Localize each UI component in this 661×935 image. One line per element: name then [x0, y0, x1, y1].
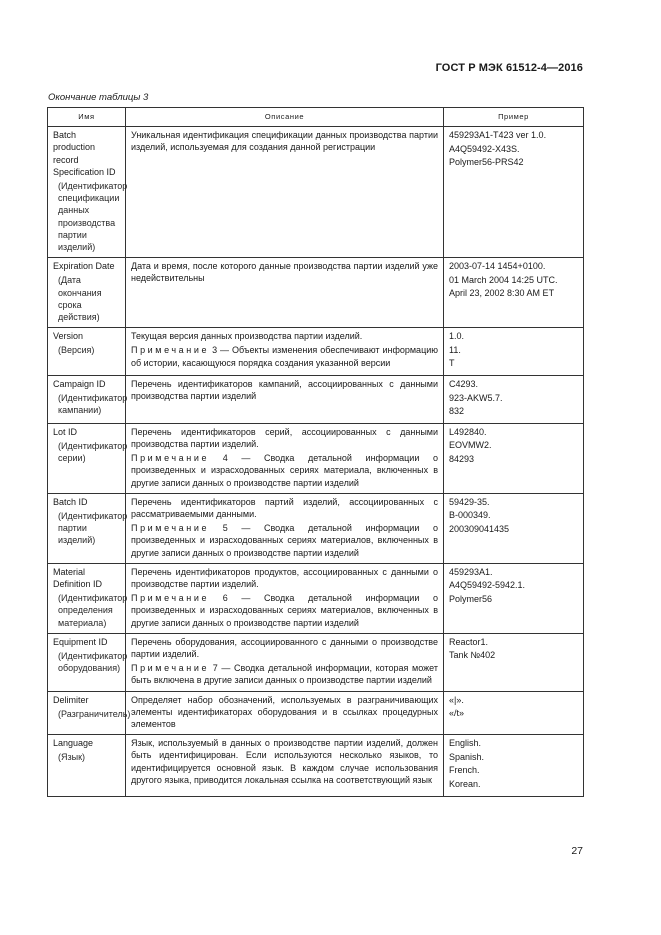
field-name-en: Expiration Date	[53, 261, 115, 272]
cell-description	[126, 493, 444, 563]
table-caption: Окончание таблицы 3	[48, 92, 149, 103]
table-row	[48, 735, 584, 796]
field-name-ru: (Идентификатор партии изделий)	[58, 511, 128, 546]
field-name-en: Batch ID	[53, 496, 88, 507]
field-name-ru: (Идентификатор оборудования)	[58, 651, 128, 674]
description-text: Перечень идентификаторов серий, ассоциированных с данными производства партии изделий.	[131, 426, 438, 450]
column-header-name: Имя	[48, 108, 126, 127]
field-name-ru: (Язык)	[58, 752, 86, 763]
example-value: 832	[449, 406, 465, 417]
cell-name	[48, 328, 126, 376]
example-value: 459293A1.	[449, 566, 493, 577]
description-text: Перечень идентификаторов кампаний, ассоциированных с данными производства партии изделий	[131, 379, 438, 402]
example-value: B-000349.	[449, 510, 491, 521]
document-header: ГОСТ Р МЭК 61512-4—2016	[435, 62, 583, 74]
table-header-row	[48, 108, 584, 127]
note-label: Примечание	[131, 523, 210, 534]
example-value: C4293.	[449, 379, 479, 390]
note-label: Примечание	[131, 663, 210, 674]
example-value: «|».	[449, 694, 464, 705]
field-name-en: Equipment ID	[53, 636, 108, 647]
example-value: A4Q59492-5942.1.	[449, 580, 526, 591]
description-text: Перечень идентификаторов партий изделий, ассоциированных с рассматриваемыми данными.	[131, 496, 438, 520]
field-name-ru: (Версия)	[58, 345, 95, 356]
column-header-example: Пример	[444, 108, 584, 127]
cell-name	[48, 563, 126, 633]
note	[131, 522, 438, 559]
cell-examples	[444, 563, 584, 633]
note-text: 5 — Сводка детальной информации о произведенных и израсходованных сериях материалов, включенных в другие записи данных о производстве партии изделий	[131, 523, 438, 558]
cell-description	[126, 258, 444, 328]
specification-table	[47, 107, 584, 797]
example-value: A4Q59492-X43S.	[449, 143, 520, 154]
cell-description	[126, 376, 444, 424]
table-row	[48, 423, 584, 493]
description-text: Определяет набор обозначений, используемых в разграничивающих элементы идентификаторах оборудования и в ссылках процедурных элементов	[131, 694, 438, 730]
example-value: Korean.	[449, 779, 481, 790]
field-name-en: Lot ID	[53, 426, 78, 437]
table-row	[48, 127, 584, 258]
cell-name	[48, 258, 126, 328]
cell-name	[48, 376, 126, 424]
field-name-en: Campaign ID	[53, 379, 106, 390]
example-value: 11.	[449, 344, 461, 355]
table-row	[48, 563, 584, 633]
note-text: 3 — Объекты изменения обеспечивают информацию об истории, касающуюся порядка создания указанной версии	[131, 345, 438, 368]
field-name-ru: (Дата окончания срока действия)	[58, 275, 102, 323]
note	[131, 662, 438, 686]
cell-examples	[444, 258, 584, 328]
cell-examples	[444, 127, 584, 258]
example-value: 59429-35.	[449, 496, 490, 507]
cell-name	[48, 691, 131, 735]
description-text: Текущая версия данных производства партии изделий.	[131, 331, 363, 342]
cell-examples	[444, 633, 584, 691]
example-value: 1.0.	[449, 331, 465, 342]
table-row	[48, 376, 584, 424]
example-value: 200309041435	[449, 524, 510, 535]
example-value: 923-AKW5.7.	[449, 392, 503, 403]
cell-name	[48, 735, 126, 796]
field-name-en: Batch production record Specification ID	[53, 130, 116, 177]
note-text: 6 — Сводка детальной информации о произведенных и израсходованных сериях материалов, включенных в другие записи данных о производстве партии изделий	[131, 593, 438, 628]
cell-description	[126, 423, 444, 493]
field-name-en: Material Definition ID	[53, 566, 103, 590]
cell-name	[48, 423, 126, 493]
table-row	[48, 328, 584, 376]
table-row	[48, 258, 584, 328]
cell-description	[126, 127, 444, 258]
description-text: Перечень оборудования, ассоциированного с данными о производстве партии изделий.	[131, 636, 438, 660]
note	[131, 344, 438, 368]
cell-examples	[444, 493, 584, 563]
example-value: Polymer56-PRS42	[449, 157, 524, 168]
cell-examples	[444, 328, 584, 376]
table-body	[48, 127, 584, 796]
example-value: French.	[449, 765, 480, 776]
note	[131, 592, 438, 629]
description-text: Дата и время, после которого данные производства партии изделий уже недействительны	[131, 261, 438, 284]
column-header-description: Описание	[126, 108, 444, 127]
description-text: Перечень идентификаторов продуктов, ассоциированных с данными о производстве партии изделий.	[131, 566, 438, 590]
note-label: Примечание	[131, 345, 210, 356]
field-name-ru: (Идентификатор серии)	[58, 441, 128, 464]
note-label: Примечание	[131, 453, 210, 464]
example-value: Tank №402	[449, 650, 496, 661]
note-text: 7 — Сводка детальной информации, которая может быть включена в другие записи данных о производстве партии изделий	[131, 663, 438, 686]
cell-description	[126, 328, 444, 376]
field-name-en: Version	[53, 331, 84, 342]
example-value: April 23, 2002 8:30 AM ET	[449, 288, 555, 299]
example-value: Reactor1.	[449, 636, 489, 647]
example-value: Spanish.	[449, 751, 485, 762]
page-number: 27	[571, 845, 583, 857]
cell-name	[48, 493, 126, 563]
table-row	[48, 633, 584, 691]
example-value: 84293	[449, 454, 475, 464]
example-value: T	[449, 358, 455, 369]
table-row	[48, 493, 584, 563]
example-value: Polymer56	[449, 594, 493, 605]
field-name-ru: (Идентификатор определения материала)	[58, 593, 128, 628]
description-text: Уникальная идентификация спецификации данных производства партии изделий, используемая для создания данной регистрации	[131, 130, 438, 153]
note-label: Примечание	[131, 593, 210, 604]
field-name-en: Delimiter	[53, 694, 89, 705]
cell-name	[48, 633, 126, 691]
description-text: Язык, используемый в данных о производстве партии изделий, должен быть идентифицирован. Если используются несколько языков, то идентифицируется основной язык. В каждом случае использования другого языка, приводится локальная ссылка на соответствующий язык	[131, 738, 438, 785]
cell-description	[126, 563, 444, 633]
example-value: L492840.	[449, 426, 487, 437]
example-value: 01 March 2004 14:25 UTC.	[449, 274, 558, 285]
example-value: EOVMW2.	[449, 440, 492, 451]
cell-examples	[444, 423, 584, 493]
cell-examples	[444, 735, 584, 796]
field-name-en: Language	[53, 738, 94, 749]
note-text: 4 — Сводка детальной информации о произведенных и израсходованных сериях материала, включенных в другие записи данных о производстве партии изделий	[131, 453, 438, 488]
cell-examples	[444, 376, 584, 424]
example-value: «/t»	[449, 708, 465, 719]
cell-name	[48, 127, 126, 258]
cell-description	[126, 633, 444, 691]
example-value: 459293A1-T423 ver 1.0.	[449, 130, 547, 141]
cell-examples	[444, 691, 584, 735]
note	[131, 452, 438, 489]
table-row	[48, 691, 584, 735]
field-name-ru: (Разграничитель)	[58, 708, 131, 719]
field-name-ru: (Идентификатор спецификации данных производства партии изделий)	[58, 181, 128, 253]
example-value: English.	[449, 738, 482, 749]
field-name-ru: (Идентификатор кампании)	[58, 393, 128, 416]
cell-description	[126, 691, 444, 735]
cell-description	[126, 735, 444, 796]
example-value: 2003-07-14 1454+0100.	[449, 261, 546, 272]
